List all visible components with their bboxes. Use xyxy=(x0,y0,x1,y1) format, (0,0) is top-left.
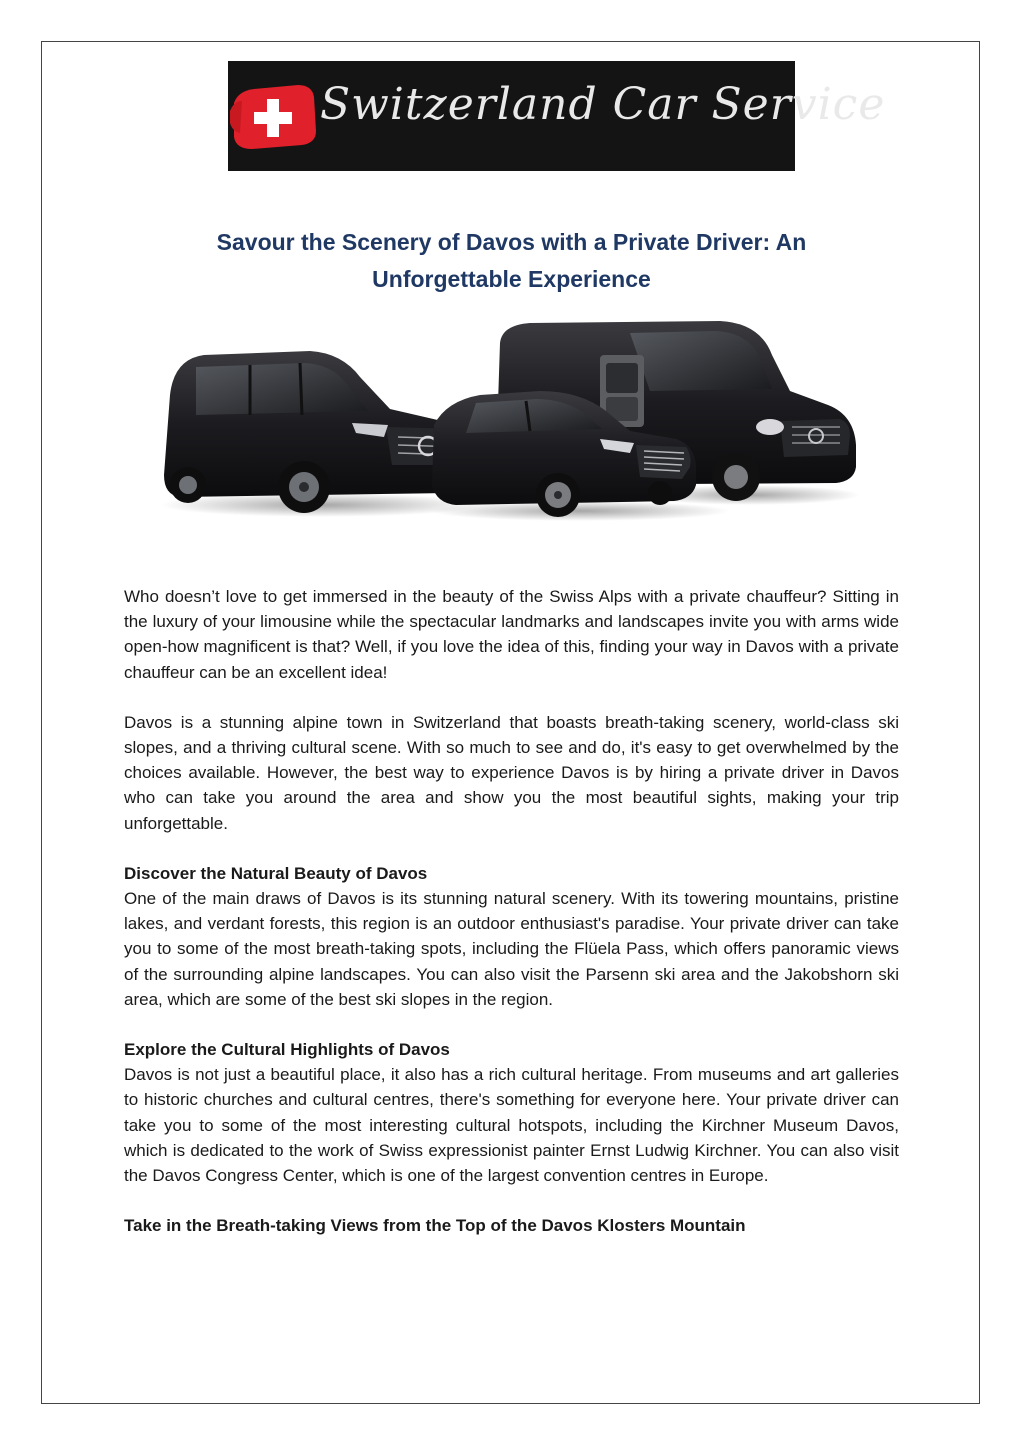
section-heading: Explore the Cultural Highlights of Davos xyxy=(124,1040,450,1060)
v-class-van xyxy=(164,351,474,513)
section-mountain-views xyxy=(124,1213,899,1238)
logo-banner xyxy=(228,61,886,171)
vehicles-illustration xyxy=(160,315,862,525)
section-heading: Take in the Breath-taking Views from the Top of the Davos Klosters Mountain xyxy=(124,1216,746,1236)
luxury-vehicles-image xyxy=(160,315,862,525)
section-natural-beauty xyxy=(124,861,899,1012)
section-heading: Discover the Natural Beauty of Davos xyxy=(124,863,428,883)
intro-paragraph-2: Davos is a stunning alpine town in Switzerland that boasts breath-taking scenery, world-class ski slopes, and a thriving cultural scene. With so much to see and do, it's easy to get overwhelmed by the choices available. However, the best way to experience Davos is by hiring a private driver in Davos who can take you around the area and show you the most beautiful sights, making your trip unforgettable. xyxy=(124,712,899,833)
intro-paragraph-1: Who doesn’t love to get immersed in the beauty of the Swiss Alps with a private chauffeur? Sitting in the luxury of your limousine while the spectacular landmarks and landscapes invite you with arms wide open-how magnificent is that? Well, if you love the idea of this, finding your way in Davos with a private chauffeur can be an excellent idea! xyxy=(124,587,899,682)
article-body xyxy=(124,584,899,1263)
logo-text: Switzerland Car Service xyxy=(320,79,886,130)
section-cultural-highlights xyxy=(124,1037,899,1188)
section-body: Davos is not just a beautiful place, it also has a rich cultural heritage. From museums and art galleries to historic churches and cultural centres, there's something for everyone here. Your private driver can take you to some of the most interesting cultural hotspots, including the Kirchner Museum Davos, which is dedicated to the work of Swiss expressionist painter Ernst Ludwig Kirchner. You can also visit the Davos Congress Center, which is one of the largest convention centres in Europe. xyxy=(124,1065,899,1186)
page-title: Savour the Scenery of Davos with a Private Driver: An Unforgettable Experience xyxy=(216,229,807,292)
section-body: One of the main draws of Davos is its stunning natural scenery. With its towering mountains, pristine lakes, and verdant forests, this region is an outdoor enthusiast's paradise. Your private driver can take you to some of the most breath-taking spots, including the Flüela Pass, which offers panoramic views of the surrounding alpine landscapes. You can also visit the Parsenn ski area and the Jakobshorn ski area, which are some of the best ski slopes in the region. xyxy=(124,889,899,1009)
